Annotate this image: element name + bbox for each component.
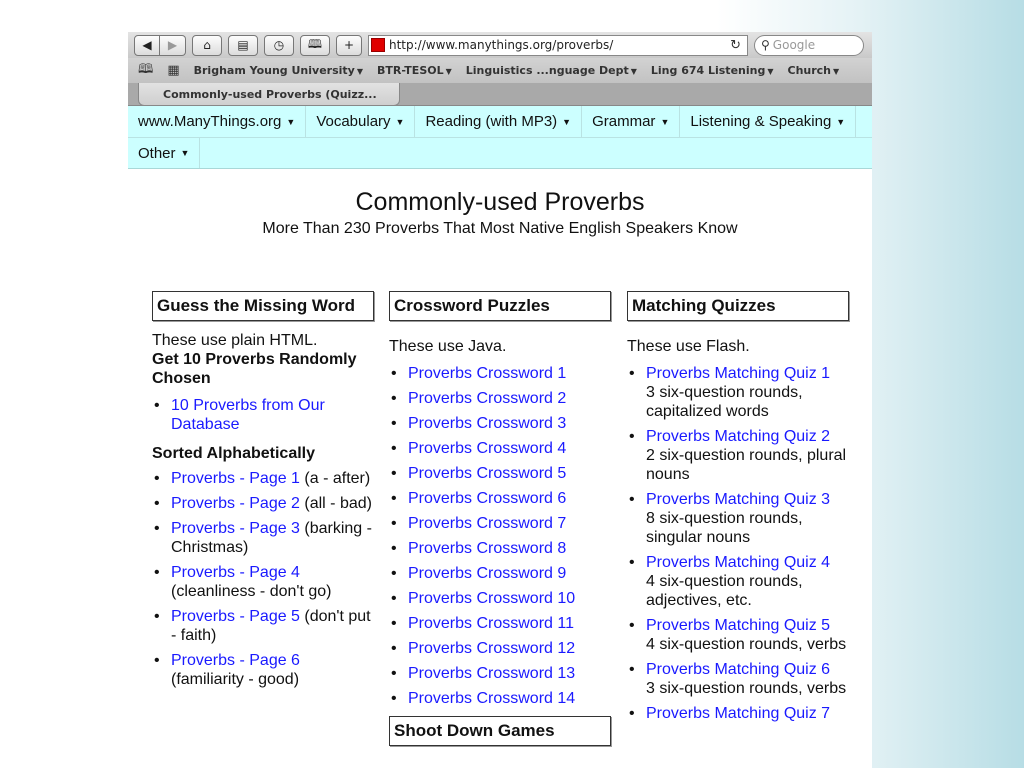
quiz-link[interactable]: Proverbs Matching Quiz 6: [646, 661, 831, 678]
list-item: [389, 489, 611, 508]
list-item: [389, 464, 611, 483]
bookmarks-bar: [128, 58, 872, 83]
nav-item-other[interactable]: Other ▼: [128, 138, 200, 168]
active-tab[interactable]: Commonly-used Proverbs (Quizz...: [138, 83, 400, 106]
reload-icon[interactable]: ↻: [730, 37, 741, 53]
bookmark-church[interactable]: Church ▼: [787, 64, 840, 77]
crossword-link[interactable]: Proverbs Crossword 14: [408, 690, 576, 707]
print-button[interactable]: [228, 35, 258, 56]
random-proverbs-link[interactable]: 10 Proverbs from Our Database: [171, 397, 325, 433]
nav-item-manythings[interactable]: www.ManyThings.org ▼: [128, 106, 306, 137]
nav-buttons: [134, 35, 186, 56]
crossword-link[interactable]: Proverbs Crossword 12: [408, 640, 576, 657]
list-item: [152, 396, 374, 434]
quiz-desc: 3 six-question rounds, verbs: [646, 680, 847, 697]
list-item: [627, 553, 849, 610]
printer-icon: ▤: [237, 38, 249, 52]
site-favicon-icon: [371, 38, 385, 52]
list-item: [389, 614, 611, 633]
quiz-link[interactable]: Proverbs Matching Quiz 3: [646, 491, 831, 508]
proverbs-page-link[interactable]: Proverbs - Page 2: [171, 495, 300, 512]
list-item: • Proverbs - Page 5 (don't put - faith): [152, 607, 374, 645]
sorted-heading: Sorted Alphabetically: [152, 445, 315, 462]
bookmark-byu[interactable]: Brigham Young University ▼: [193, 64, 363, 77]
grid-icon[interactable]: ▦: [167, 63, 180, 78]
missing-word-column: [152, 291, 374, 695]
quiz-link[interactable]: Proverbs Matching Quiz 7: [646, 705, 831, 722]
list-item: • Proverbs - Page 2 (all - bad): [152, 494, 374, 513]
section-heading: Matching Quizzes: [627, 291, 849, 321]
proverbs-page-link[interactable]: Proverbs - Page 3: [171, 520, 300, 537]
crossword-link[interactable]: Proverbs Crossword 4: [408, 440, 567, 457]
chevron-down-icon: ▼: [767, 67, 774, 76]
nav-item-grammar[interactable]: Grammar ▼: [582, 106, 680, 137]
chevron-down-icon: ▼: [395, 116, 405, 127]
quiz-desc: 4 six-question rounds, adjectives, etc.: [646, 573, 803, 609]
quiz-list: [627, 364, 849, 723]
list-item: • Proverbs - Page 3 (barking - Christmas): [152, 519, 374, 557]
section-heading: Crossword Puzzles: [389, 291, 611, 321]
nav-item-reading[interactable]: Reading (with MP3) ▼: [415, 106, 582, 137]
quiz-desc: 2 six-question rounds, plural nouns: [646, 447, 847, 483]
crossword-link[interactable]: Proverbs Crossword 1: [408, 365, 567, 382]
site-nav: [128, 106, 872, 169]
crossword-link[interactable]: Proverbs Crossword 13: [408, 665, 576, 682]
browser-toolbar: [128, 32, 872, 58]
crossword-link[interactable]: Proverbs Crossword 5: [408, 465, 567, 482]
list-item: [389, 589, 611, 608]
crossword-link[interactable]: Proverbs Crossword 2: [408, 390, 567, 407]
tab-strip: [128, 83, 872, 106]
chevron-down-icon: ▼: [180, 148, 190, 158]
list-item: • Proverbs - Page 1 (a - after): [152, 469, 374, 488]
crossword-column: [389, 291, 611, 746]
list-item: [389, 664, 611, 683]
bookmark-ling-674[interactable]: Ling 674 Listening ▼: [650, 64, 774, 77]
chevron-down-icon: ▼: [660, 116, 670, 127]
list-item: [389, 639, 611, 658]
quiz-desc: 4 six-question rounds, verbs: [646, 636, 847, 653]
quiz-link[interactable]: Proverbs Matching Quiz 5: [646, 617, 831, 634]
list-item: [627, 490, 849, 547]
forward-arrow-icon: ▶: [167, 38, 178, 52]
list-item: [389, 564, 611, 583]
crossword-link[interactable]: Proverbs Crossword 3: [408, 415, 567, 432]
proverbs-page-link[interactable]: Proverbs - Page 4: [171, 564, 300, 581]
home-button[interactable]: [192, 35, 222, 56]
page-title: Commonly-used Proverbs: [355, 188, 645, 216]
nav-item-vocabulary[interactable]: Vocabulary ▼: [306, 106, 415, 137]
crossword-link[interactable]: Proverbs Crossword 6: [408, 490, 567, 507]
list-item: [627, 427, 849, 484]
bookmark-linguistics[interactable]: Linguistics ...nguage Dept ▼: [465, 64, 637, 77]
bold-intro: Get 10 Proverbs Randomly Chosen: [152, 351, 357, 387]
quiz-link[interactable]: Proverbs Matching Quiz 4: [646, 554, 831, 571]
list-item: [627, 704, 849, 723]
list-item: [389, 539, 611, 558]
url-text: http://www.manythings.org/proverbs/: [389, 38, 614, 52]
open-book-icon[interactable]: 🕮: [138, 61, 154, 77]
magnifier-icon: ⚲: [761, 38, 770, 52]
quiz-desc: 8 six-question rounds, singular nouns: [646, 510, 803, 546]
history-button[interactable]: [264, 35, 294, 56]
list-item: [389, 364, 611, 383]
list-item: [627, 660, 849, 698]
chevron-down-icon: ▼: [833, 67, 840, 76]
add-bookmark-button[interactable]: [336, 35, 362, 56]
section-heading: Shoot Down Games: [389, 716, 611, 746]
list-item: • Proverbs - Page 6 (familiarity - good): [152, 651, 374, 689]
list-item: [389, 439, 611, 458]
forward-button[interactable]: [160, 35, 186, 56]
quiz-link[interactable]: Proverbs Matching Quiz 1: [646, 365, 831, 382]
proverbs-page-link[interactable]: Proverbs - Page 6: [171, 652, 300, 669]
list-item: [627, 616, 849, 654]
quiz-link[interactable]: Proverbs Matching Quiz 2: [646, 428, 831, 445]
plus-icon: +: [343, 38, 355, 52]
nav-item-listening[interactable]: Listening & Speaking ▼: [680, 106, 856, 137]
proverbs-page-link[interactable]: Proverbs - Page 1: [171, 470, 300, 487]
page-subtitle: More Than 230 Proverbs That Most Native English Speakers Know: [262, 220, 738, 237]
chevron-down-icon: ▼: [445, 67, 452, 76]
quiz-desc: 3 six-question rounds, capitalized words: [646, 384, 803, 420]
chevron-down-icon: ▼: [630, 67, 637, 76]
home-icon: ⌂: [203, 38, 211, 52]
back-button[interactable]: [134, 35, 160, 56]
chevron-down-icon: ▼: [356, 67, 363, 76]
browser-window: [128, 32, 872, 768]
crossword-link[interactable]: Proverbs Crossword 9: [408, 565, 567, 582]
crossword-list: [389, 364, 611, 708]
page-list: [152, 469, 374, 689]
section-intro: These use Java.: [389, 338, 507, 355]
section-intro: These use plain HTML. Get 10 Proverbs Randomly Chosen: [152, 331, 374, 388]
bookmarks-button[interactable]: [300, 35, 330, 56]
list-item: [389, 414, 611, 433]
back-arrow-icon: ◀: [142, 38, 152, 52]
list-item: [627, 364, 849, 421]
address-bar[interactable]: [368, 35, 748, 56]
random-list: [152, 396, 374, 434]
list-item: [389, 514, 611, 533]
chevron-down-icon: ▼: [836, 116, 846, 127]
chevron-down-icon: ▼: [562, 116, 572, 127]
list-item: [389, 689, 611, 708]
search-field[interactable]: [754, 35, 864, 56]
book-icon: 🕮: [307, 36, 323, 51]
list-item: [389, 389, 611, 408]
crossword-link[interactable]: Proverbs Crossword 7: [408, 515, 567, 532]
crossword-link[interactable]: Proverbs Crossword 10: [408, 590, 576, 607]
site-nav-row: [128, 137, 872, 168]
crossword-link[interactable]: Proverbs Crossword 11: [408, 615, 574, 632]
bookmark-btr-tesol[interactable]: BTR-TESOL ▼: [377, 64, 452, 77]
clock-icon: ◷: [273, 38, 285, 52]
section-intro: These use Flash.: [627, 338, 750, 355]
section-heading: Guess the Missing Word: [152, 291, 374, 321]
search-placeholder: Google: [772, 38, 816, 52]
list-item: • Proverbs - Page 4 (cleanliness - don't go): [152, 563, 374, 601]
matching-column: [627, 291, 849, 729]
site-nav-row: [128, 106, 872, 137]
chevron-down-icon: ▼: [286, 116, 296, 127]
crossword-link[interactable]: Proverbs Crossword 8: [408, 540, 567, 557]
proverbs-page-link[interactable]: Proverbs - Page 5: [171, 608, 300, 625]
